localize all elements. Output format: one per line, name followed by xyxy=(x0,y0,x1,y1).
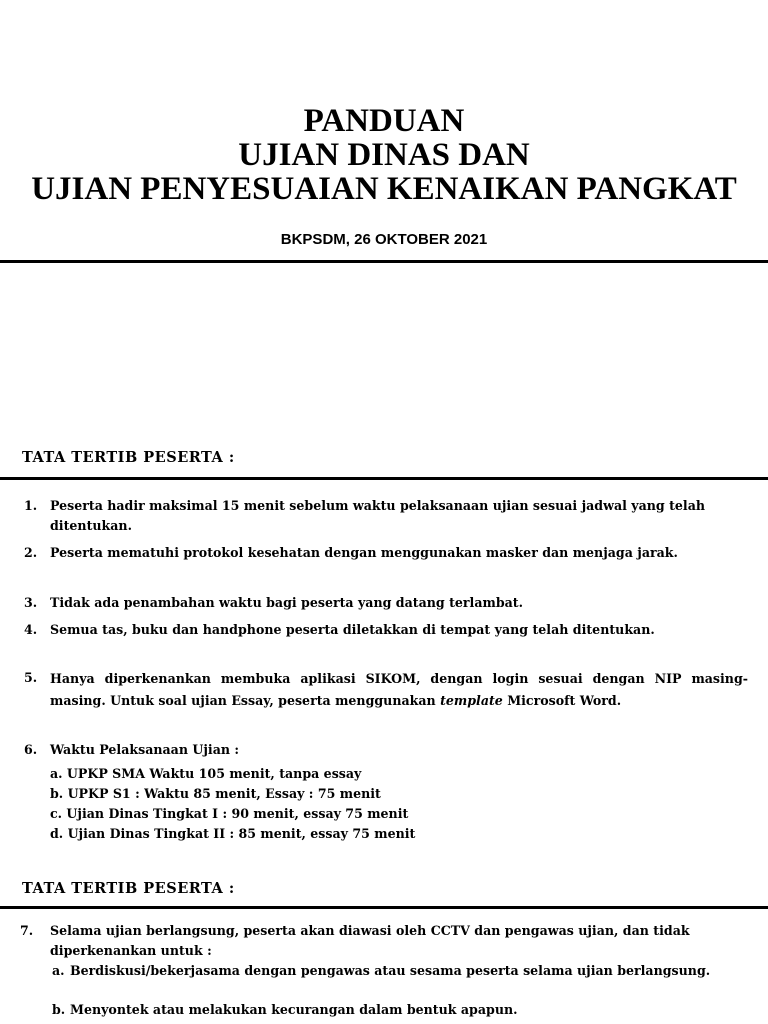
list-item xyxy=(20,921,748,961)
divider-section-2 xyxy=(0,906,768,909)
divider-header xyxy=(0,260,768,263)
item-text-italic: template xyxy=(440,693,503,708)
list-item xyxy=(24,496,748,536)
item-text: Tidak ada penambahan waktu bagi peserta yang datang terlambat. xyxy=(50,595,523,610)
section-heading-1: TATA TERTIB PESERTA : xyxy=(22,449,235,466)
item-text: Selama ujian berlangsung, peserta akan diawasi oleh CCTV dan pengawas ujian, dan tidak diperkenankan untuk : xyxy=(50,923,690,958)
list-item xyxy=(24,593,748,613)
sub-item: d. Ujian Dinas Tingkat II : 85 menit, essay 75 menit xyxy=(50,826,416,841)
sub-item: a. UPKP SMA Waktu 105 menit, tanpa essay xyxy=(50,766,362,781)
sub-item-letter: b. xyxy=(52,1002,66,1017)
list-item xyxy=(24,620,748,640)
sub-item-text: Menyontek atau melakukan kecurangan dalam bentuk apapun. xyxy=(70,1002,518,1017)
sub-item: b. UPKP S1 : Waktu 85 menit, Essay : 75 menit xyxy=(50,786,381,801)
item-text: Peserta hadir maksimal 15 menit sebelum waktu pelaksanaan ujian sesuai jadwal yang telah ditentukan. xyxy=(50,498,706,533)
divider-section-1 xyxy=(0,477,768,480)
list-item xyxy=(24,543,748,563)
document-title xyxy=(0,104,768,206)
subtitle: BKPSDM, 26 OKTOBER 2021 xyxy=(280,231,488,248)
sub-item-letter: a. xyxy=(52,963,65,978)
section-heading-2: TATA TERTIB PESERTA : xyxy=(22,880,235,897)
item-text: Waktu Pelaksanaan Ujian : xyxy=(50,742,240,757)
item-text: Peserta mematuhi protokol kesehatan dengan menggunakan masker dan menjaga jarak. xyxy=(50,545,678,560)
sub-item-text: Berdiskusi/bekerjasama dengan pengawas atau sesama peserta selama ujian berlangsung. xyxy=(70,963,711,978)
item-number: 7. xyxy=(20,923,34,938)
item-number: 3. xyxy=(24,595,38,610)
item-text xyxy=(50,668,748,712)
item-text: Semua tas, buku dan handphone peserta diletakkan di tempat yang telah ditentukan. xyxy=(50,622,655,637)
title-line-1: PANDUAN xyxy=(303,103,465,139)
sub-item xyxy=(52,1000,728,1020)
list-item xyxy=(24,668,748,712)
item-number: 4. xyxy=(24,622,38,637)
item-number: 5. xyxy=(24,670,38,685)
sub-item xyxy=(52,961,728,981)
item-text-part: Microsoft Word. xyxy=(502,693,622,708)
item-number: 6. xyxy=(24,742,38,757)
item-text-part: Hanya diperkenankan membuka aplikasi SIKOM, dengan login sesuai dengan NIP masing-masing. Untuk soal ujian Essay, peserta menggunakan xyxy=(50,671,748,708)
sub-item: c. Ujian Dinas Tingkat I : 90 menit, essay 75 menit xyxy=(50,806,409,821)
item-number: 1. xyxy=(24,498,38,513)
title-line-2: UJIAN DINAS DAN xyxy=(238,137,530,173)
item-number: 2. xyxy=(24,545,38,560)
list-item xyxy=(24,740,748,760)
title-line-3: UJIAN PENYESUAIAN KENAIKAN PANGKAT xyxy=(31,171,737,207)
